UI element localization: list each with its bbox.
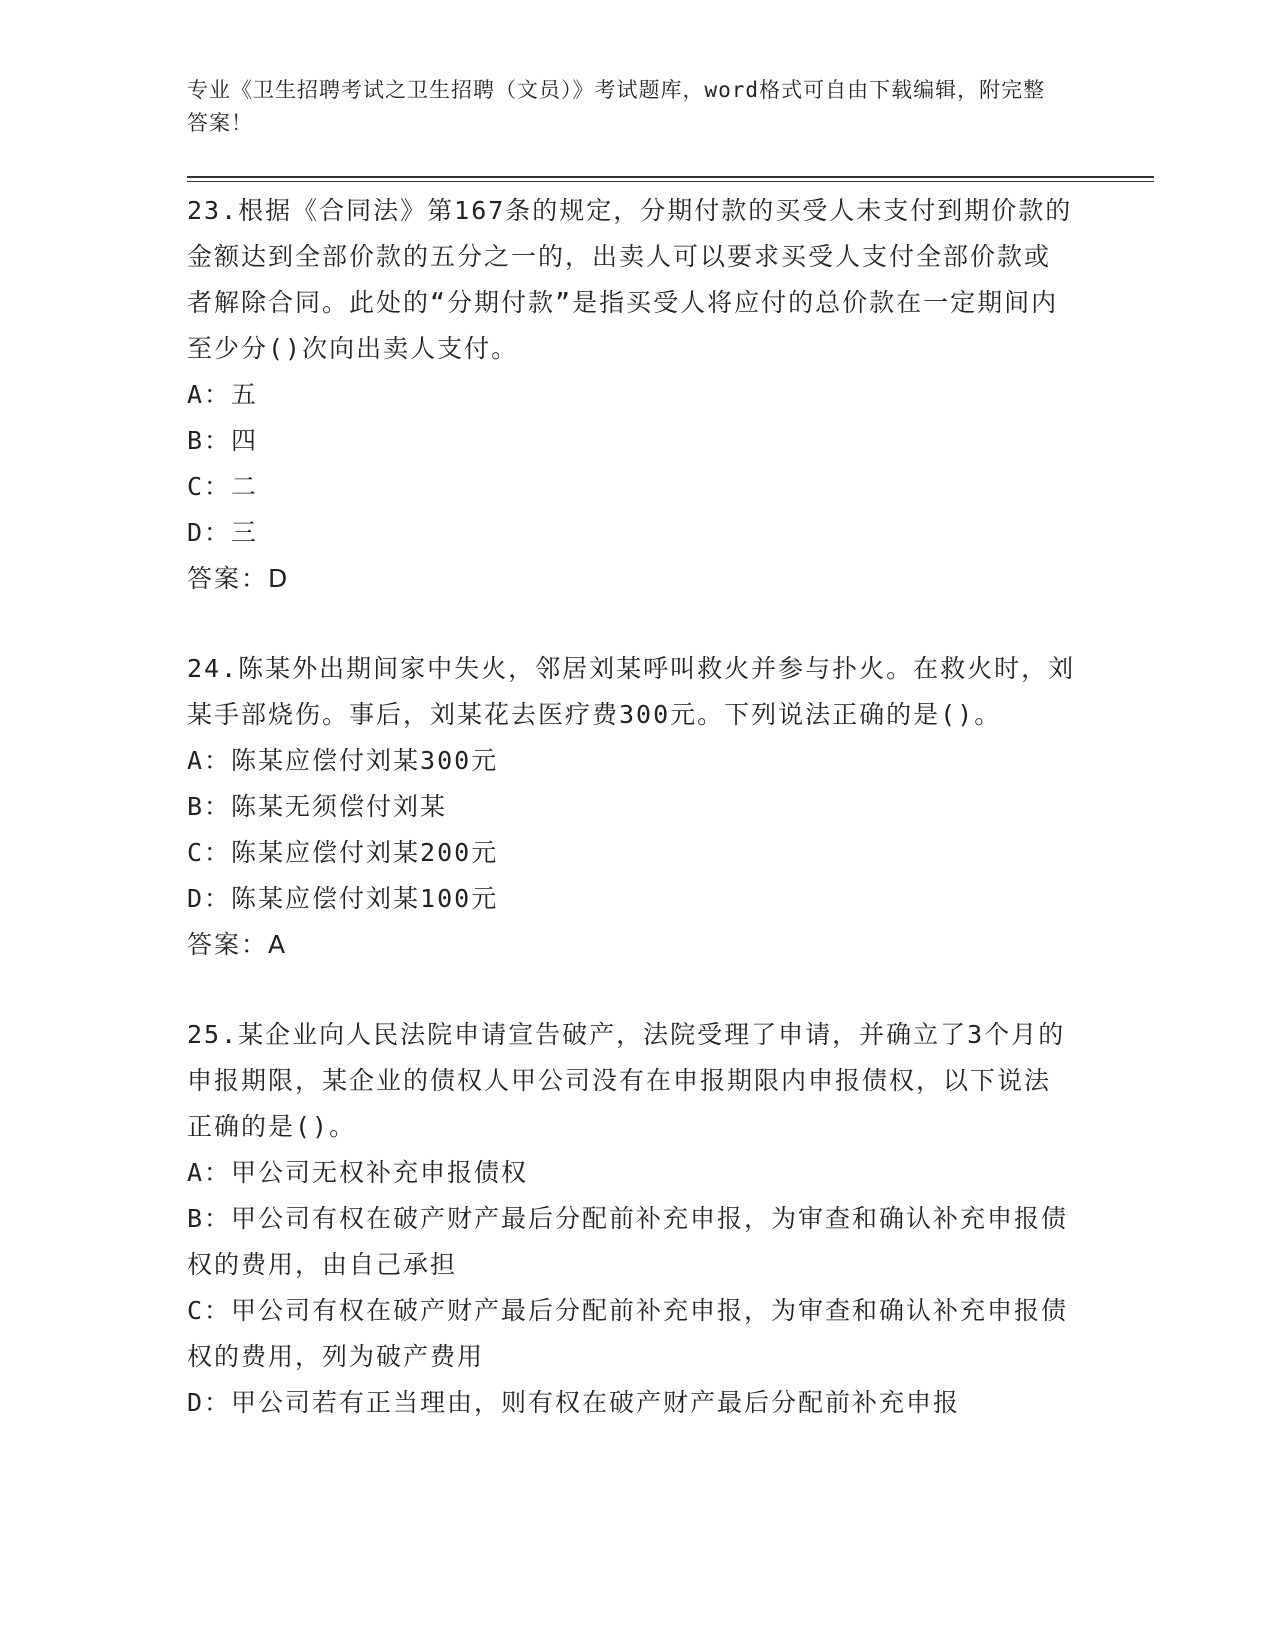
- question-stem: 23.根据《合同法》第167条的规定，分期付款的买受人未支付到期价款的金额达到全部价款的五分之一的，出卖人可以要求买受人支付全部价款或者解除合同。此处的“分期付款”是指买受人将应付的总价款在一定期间内至少分()次向出卖人支付。: [187, 196, 1073, 363]
- header-rule-thin: [187, 181, 1154, 182]
- option-d: D：甲公司若有正当理由，则有权在破产财产最后分配前补充申报: [187, 1388, 961, 1417]
- answer-line: 答案：A: [187, 930, 288, 959]
- question-stem: 24.陈某外出期间家中失火，邻居刘某呼叫救火并参与扑火。在救火时，刘某手部烧伤。事后，刘某花去医疗费300元。下列说法正确的是()。: [187, 654, 1076, 729]
- option-b: B：陈某无须偿付刘某: [187, 792, 448, 821]
- option-a: A：甲公司无权补充申报债权: [187, 1158, 529, 1187]
- option-a: A：陈某应偿付刘某300元: [187, 746, 499, 775]
- document-header: 专业《卫生招聘考试之卫生招聘（文员）》考试题库，word格式可自由下载编辑，附完整答案！: [187, 78, 1046, 135]
- option-d: D：陈某应偿付刘某100元: [187, 884, 499, 913]
- option-a: A：五: [187, 380, 259, 409]
- option-c: C：甲公司有权在破产财产最后分配前补充申报，为审查和确认补充申报债权的费用，列为破产费用: [187, 1296, 1069, 1371]
- option-c: C：二: [187, 472, 259, 501]
- question-25: [187, 1012, 1087, 1426]
- question-list: [187, 188, 1087, 1426]
- question-stem: 25.某企业向人民法院申请宣告破产，法院受理了申请，并确立了3个月的申报期限，某企业的债权人甲公司没有在申报期限内申报债权，以下说法正确的是()。: [187, 1020, 1066, 1141]
- question-24: [187, 646, 1087, 968]
- header-rule-thick: [187, 176, 1154, 178]
- question-23: [187, 188, 1087, 602]
- option-b: B：四: [187, 426, 259, 455]
- option-d: D：三: [187, 518, 259, 547]
- option-b: B：甲公司有权在破产财产最后分配前补充申报，为审查和确认补充申报债权的费用，由自己承担: [187, 1204, 1069, 1279]
- answer-line: 答案：D: [187, 564, 290, 593]
- option-c: C：陈某应偿付刘某200元: [187, 838, 499, 867]
